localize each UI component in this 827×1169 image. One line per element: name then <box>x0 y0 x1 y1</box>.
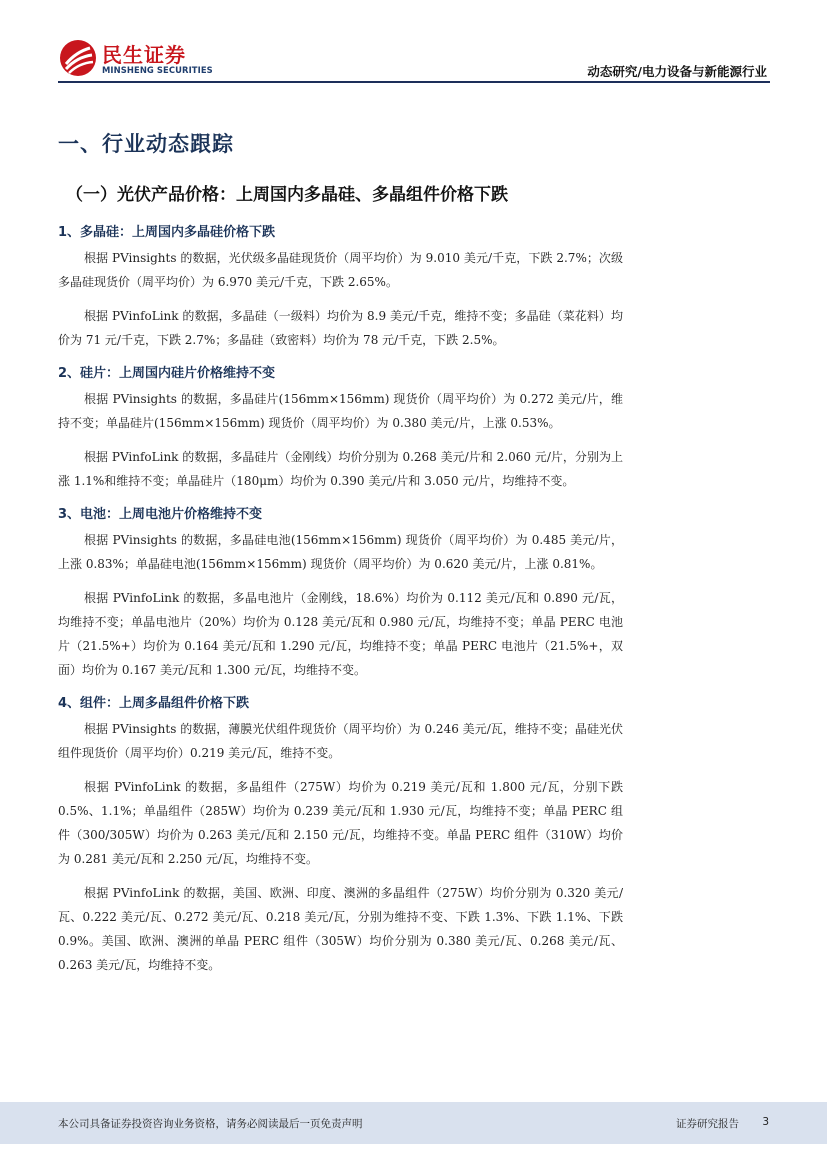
paragraph: 根据 PVinsights 的数据，多晶硅电池(156mm×156mm) 现货价（周平均价）为 0.485 美元/片，上涨 0.83%；单晶硅电池(156mm×156mm) 现货价（周平均价）为 0.620 美元/片，上涨 0.81%。 <box>58 533 623 571</box>
header-divider <box>58 81 770 83</box>
paragraph: 根据 PVinfoLink 的数据，多晶硅（一级料）均价为 8.9 美元/千克，维持不变；多晶硅（菜花料）均价为 71 元/千克，下跌 2.7%；多晶硅（致密料）均价为 78 元/千克，下跌 2.5%。 <box>58 309 623 347</box>
company-logo <box>58 38 238 82</box>
module-title: 4、组件：上周多晶组件价格下跌 <box>58 696 250 711</box>
footer-document-type: 证券研究报告 <box>676 1118 739 1130</box>
subsection-polysilicon <box>58 221 623 352</box>
page-header <box>0 0 827 90</box>
logo-chinese-name: 民生证券 <box>102 43 186 67</box>
cell-title: 3、电池：上周电池片价格维持不变 <box>58 507 263 522</box>
page-number: 3 <box>762 1116 769 1128</box>
paragraph: 根据 PVinsights 的数据，光伏级多晶硅现货价（周平均价）为 9.010 美元/千克，下跌 2.7%；次级多晶硅现货价（周平均价）为 6.970 美元/千克，下跌 2.65%。 <box>58 251 623 289</box>
footer-disclaimer: 本公司具备证券投资咨询业务资格，请务必阅读最后一页免责声明 <box>58 1118 363 1130</box>
paragraph: 根据 PVinfoLink 的数据，多晶硅片（金刚线）均价分别为 0.268 美元/片和 2.060 元/片，分别为上涨 1.1%和维持不变；单晶硅片（180μm）均价为 0.390 美元/片和 3.050 元/片，均维持不变。 <box>58 450 623 488</box>
subsection-module <box>58 692 623 977</box>
subsection-cell <box>58 503 623 682</box>
paragraph: 根据 PVinfoLink 的数据，多晶电池片（金刚线，18.6%）均价为 0.112 美元/瓦和 0.890 元/瓦，均维持不变；单晶电池片（20%）均价为 0.128 美元/瓦和 0.980 元/瓦，均维持不变；单晶 PERC 电池片（21.5%+）均价为 0.164 美元/瓦和 1.290 元/瓦，均维持不变；单晶 PERC 电池片（21.5%+，双面）均价为 0.167 美元/瓦和 1.300 元/瓦，均维持不变。 <box>58 591 623 677</box>
report-category: 动态研究/电力设备与新能源行业 <box>587 64 767 79</box>
subsection-heading: （一）光伏产品价格：上周国内多晶硅、多晶组件价格下跌 <box>66 185 508 205</box>
section-heading: 一、行业动态跟踪 <box>58 132 234 156</box>
paragraph: 根据 PVinsights 的数据，多晶硅片(156mm×156mm) 现货价（周平均价）为 0.272 美元/片，维持不变；单晶硅片(156mm×156mm) 现货价（周平均价）为 0.380 美元/片，上涨 0.53%。 <box>58 392 623 430</box>
paragraph: 根据 PVinsights 的数据，薄膜光伏组件现货价（周平均价）为 0.246 美元/瓦，维持不变；晶硅光伏组件现货价（周平均价）0.219 美元/瓦，维持不变。 <box>58 722 623 760</box>
wafer-title: 2、硅片：上周国内硅片价格维持不变 <box>58 366 276 381</box>
main-content <box>58 120 623 987</box>
minsheng-logo-icon <box>58 38 98 78</box>
subsection-wafer <box>58 362 623 493</box>
polysilicon-title: 1、多晶硅：上周国内多晶硅价格下跌 <box>58 225 276 240</box>
paragraph: 根据 PVinfoLink 的数据，美国、欧洲、印度、澳洲的多晶组件（275W）均价分别为 0.320 美元/瓦、0.222 美元/瓦、0.272 美元/瓦、0.218 美元/瓦，分别为维持不变、下跌 1.3%、下跌 1.1%、下跌 0.9%。美国、欧洲、澳洲的单晶 PERC 组件（305W）均价分别为 0.380 美元/瓦、0.268 美元/瓦、0.263 美元/瓦，均维持不变。 <box>58 886 623 972</box>
logo-english-name: MINSHENG SECURITIES <box>102 65 213 75</box>
paragraph: 根据 PVinfoLink 的数据，多晶组件（275W）均价为 0.219 美元/瓦和 1.800 元/瓦，分别下跌 0.5%、1.1%；单晶组件（285W）均价为 0.239 美元/瓦和 1.930 元/瓦，均维持不变；单晶 PERC 组件（300/305W）均价为 0.263 美元/瓦和 2.150 元/瓦，均维持不变。单晶 PERC 组件（310W）均价为 0.281 美元/瓦和 2.250 元/瓦，均维持不变。 <box>58 780 623 866</box>
page-footer <box>0 1102 827 1144</box>
